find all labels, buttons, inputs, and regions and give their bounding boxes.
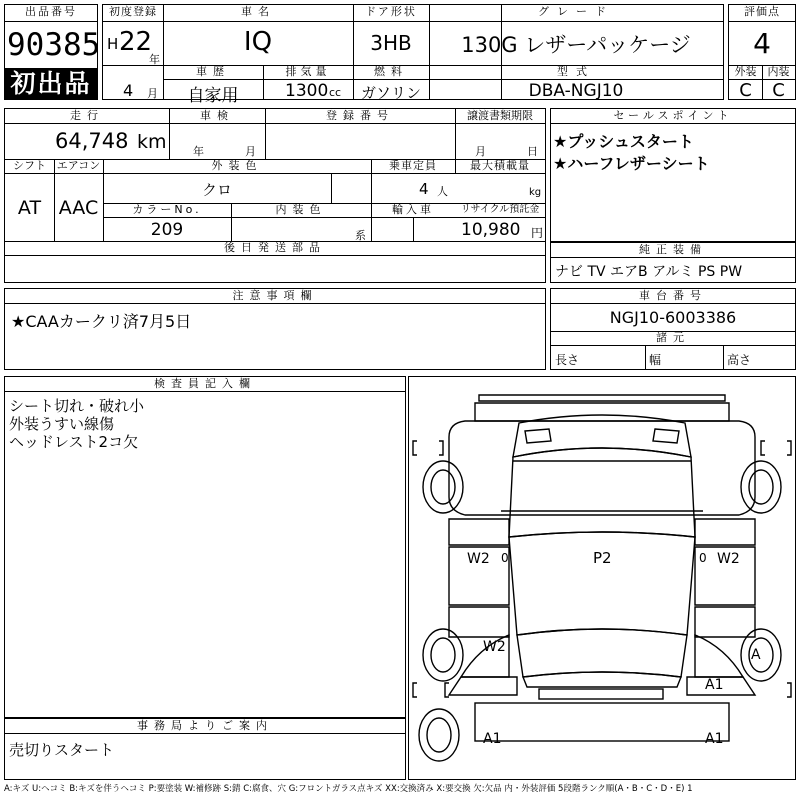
displacement-label: 排気量 (285, 65, 331, 78)
interior-grade-label: 内装 (767, 65, 790, 78)
car-damage-diagram (408, 376, 796, 780)
import-label: 輸入車 (392, 203, 434, 216)
first-listing-badge: 初出品 (5, 68, 97, 99)
later-parts-field (4, 255, 546, 283)
mark-a1-rear-left: A1 (483, 731, 502, 747)
shift-label: シフト (13, 159, 46, 172)
office-message: 売切りスタート (9, 741, 115, 759)
air-conditioner: AAC (58, 197, 99, 219)
color-no-label: カラーNo. (132, 203, 202, 216)
capacity-unit: 人 (437, 185, 448, 198)
month-unit: 月 (147, 87, 158, 100)
model-label: 型式 (557, 65, 595, 78)
notes: ★CAAカークリ済7月5日 (11, 312, 192, 331)
recycle-unit: 円 (531, 226, 544, 240)
mark-w2-right-door: W2 (717, 551, 740, 567)
grade: 130G レザーパッケージ (461, 33, 691, 57)
inspector-line-2: 外装うすい線傷 (9, 415, 115, 433)
score: 4 (753, 27, 771, 60)
ext-color: クロ (201, 181, 232, 199)
door-label: ドア形状 (365, 5, 417, 18)
first-reg-label: 初度登録 (109, 5, 157, 18)
lot-number-label: 出品番号 (25, 5, 77, 18)
sales-point-label: セールスポイント (613, 109, 733, 122)
recycle-fee: 10,980 (461, 220, 521, 240)
notes-label: 注意事項欄 (232, 289, 318, 302)
interior-grade: C (772, 80, 785, 101)
chassis-box (550, 288, 796, 370)
lot-number: 90385 (7, 27, 101, 63)
mileage-unit: km (137, 131, 167, 153)
exterior-grade: C (739, 80, 752, 101)
transfer-month-unit: 月 (475, 145, 486, 158)
ext-color-label: 外装色 (211, 159, 263, 172)
vehicle-header-table (102, 4, 724, 106)
exterior-grade-label: 外装 (734, 65, 757, 78)
car-name-label: 車名 (241, 5, 275, 18)
inspector-line-3: ヘッドレスト2コ欠 (9, 433, 139, 451)
capacity: 4 (419, 180, 429, 198)
shift: AT (17, 197, 42, 219)
car-name: IQ (243, 27, 273, 57)
equipment: ナビ TV エアB アルミ PS PW (555, 264, 743, 280)
office-label: 事務局よりご案内 (137, 719, 273, 732)
mark-w2-fender: W2 (483, 639, 506, 655)
ac-label: エアコン (56, 159, 101, 172)
reg-year: 22 (119, 27, 153, 57)
chassis-number: NGJ10-6003386 (609, 308, 737, 327)
payload-unit: kg (529, 187, 542, 198)
height-label: 高さ (727, 353, 752, 367)
reg-number-label: 登録番号 (326, 109, 394, 122)
office-box (4, 718, 406, 780)
inspector-box (4, 376, 406, 718)
door-type: 3HB (370, 31, 412, 55)
inspector-line-1: シート切れ・破れ小 (9, 397, 145, 415)
reg-month: 4 (123, 81, 134, 100)
chassis-label: 車台番号 (639, 289, 707, 302)
car-outline-diagram (409, 377, 795, 779)
inspector-label: 検査員記入欄 (154, 377, 256, 390)
transfer-day-unit: 日 (527, 145, 538, 158)
equipment-box (550, 242, 796, 283)
mark-zero-left: 0 (501, 551, 509, 565)
mark-a-wheel: A (751, 647, 761, 663)
year-unit: 年 (149, 53, 160, 66)
length-label: 長さ (555, 353, 580, 367)
inspection-label: 車検 (200, 109, 234, 122)
inspection-year-unit: 年 (193, 145, 204, 158)
sales-point-2: ★ハーフレザーシート (553, 154, 710, 173)
color-number: 209 (150, 220, 184, 240)
grade-label: グレード (538, 5, 614, 18)
legend: A:キズ U:ヘコミ B:キズを伴うヘコミ P:要塗装 W:補修跡 S:錆 C:腐食、穴 G:フロントガラス点キズ XX:交換済み X:要交換 欠:欠品 内・外装評価 5段階ランク順(A・B・C・D・E) 1 (4, 784, 693, 794)
mark-a1-rear-right: A1 (705, 731, 724, 747)
history-label: 車歴 (196, 65, 230, 78)
equipment-label: 純正装備 (639, 243, 707, 256)
fuel-label: 燃料 (374, 65, 408, 78)
lot-number-box (4, 4, 101, 100)
payload-label: 最大積載量 (470, 159, 530, 172)
score-label: 評価点 (744, 5, 780, 18)
dims-label: 諸元 (656, 331, 690, 344)
notes-box (4, 288, 546, 370)
score-box (728, 4, 796, 100)
capacity-label: 乗車定員 (389, 159, 437, 172)
mileage: 64,748 (55, 129, 129, 153)
mark-zero-right: 0 (699, 551, 707, 565)
width-label: 幅 (649, 353, 662, 367)
spec-table (4, 108, 546, 256)
displacement-unit: cc (329, 86, 342, 99)
history: 自家用 (187, 86, 239, 106)
model-code: DBA-NGJ10 (528, 81, 624, 101)
fuel: ガソリン (360, 84, 421, 102)
sales-point-1: ★プッシュスタート (553, 132, 694, 151)
mileage-label: 走行 (70, 109, 104, 122)
later-parts-label: 後日発送部品 (224, 241, 326, 254)
mark-w2-left-door: W2 (467, 551, 490, 567)
int-color-unit: 系 (355, 229, 366, 242)
displacement: 1300 (285, 81, 329, 101)
era-prefix: H (107, 35, 119, 53)
mark-a1-door: A1 (705, 677, 724, 693)
sales-point-box (550, 108, 796, 242)
inspection-month-unit: 月 (245, 145, 256, 158)
mark-p2-roof: P2 (593, 549, 612, 567)
transfer-deadline-label: 譲渡書類期限 (467, 109, 533, 122)
int-color-label: 内装色 (275, 203, 327, 216)
recycle-label: リサイクル預託金 (460, 204, 540, 215)
